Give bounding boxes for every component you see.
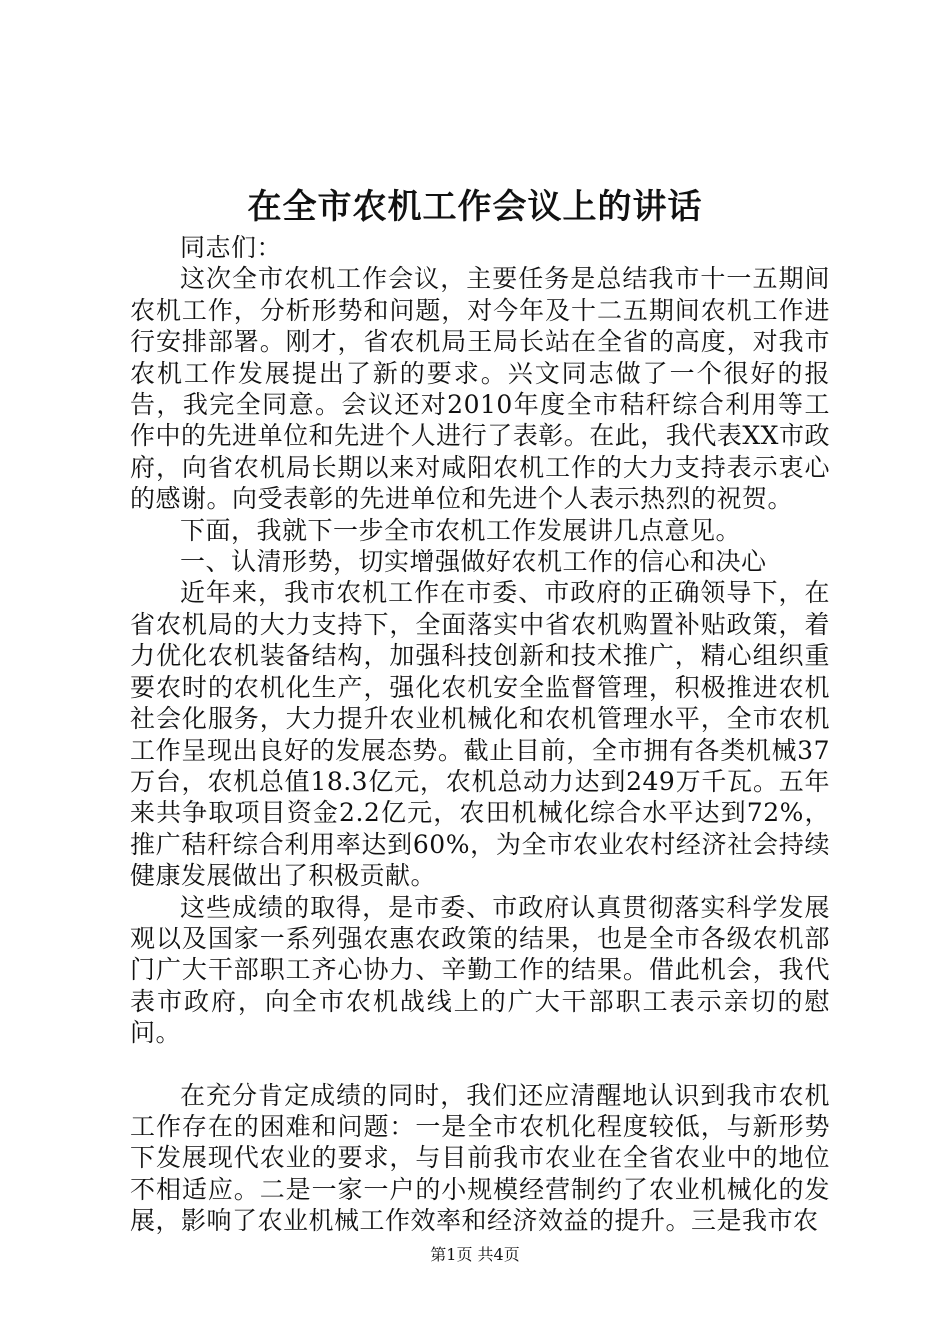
paragraph-achievements: 近年来，我市农机工作在市委、市政府的正确领导下，在省农机局的大力支持下，全面落实中省农机购置补贴政策，着力优化农机装备结构，加强科技创新和技术推广，精心组织重要农时的农机化生产，强化农机安全监督管理，积极推进农机社会化服务，大力提升农业机械化和农机管理水平，全市农机工作呈现出良好的发展态势。截止目前，全市拥有各类机械37万台，农机总值18.3亿元，农机总动力达到249万千瓦。五年来共争取项目资金2.2亿元，农田机械化综合水平达到72%，推广秸秆综合利用率达到60%，为全市农业农村经济社会持续健康发展做出了积极贡献。 <box>130 578 830 891</box>
page-footer: 第1页 共4页 <box>430 1245 520 1264</box>
paragraph-transition: 下面，我就下一步全市农机工作发展讲几点意见。 <box>180 515 742 545</box>
document-title: 在全市农机工作会议上的讲话 <box>247 187 703 227</box>
document-body <box>130 232 830 1237</box>
paragraph-problems: 在充分肯定成绩的同时，我们还应清醒地认识到我市农机工作存在的困难和问题：一是全市农机化程度较低，与新形势下发展现代农业的要求，与目前我市农业在全省农业中的地位不相适应。二是一家一户的小规模经营制约了农业机械化的发展，影响了农业机械工作效率和经济效益的提升。三是我市农 <box>130 1080 830 1236</box>
section-heading-1: 一、认清形势，切实增强做好农机工作的信心和决心 <box>180 547 767 577</box>
paragraph-intro: 这次全市农机工作会议，主要任务是总结我市十一五期间农机工作，分析形势和问题，对今年及十二五期间农机工作进行安排部署。刚才，省农机局王局长站在全省的高度，对我市农机工作发展提出了新的要求。兴文同志做了一个很好的报告，我完全同意。会议还对2010年度全市秸秆综合利用等工作中的先进单位和先进个人进行了表彰。在此，我代表XX市政府，向省农机局长期以来对咸阳农机工作的大力支持表示衷心的感谢。向受表彰的先进单位和先进个人表示热烈的祝贺。 <box>130 264 830 514</box>
salutation: 同志们： <box>180 233 283 262</box>
paragraph-thanks: 这些成绩的取得，是市委、市政府认真贯彻落实科学发展观以及国家一系列强农惠农政策的结果，也是全市各级农机部门广大干部职工齐心协力、辛勤工作的结果。借此机会，我代表市政府，向全市农机战线上的广大干部职工表示亲切的慰问。 <box>130 892 830 1048</box>
